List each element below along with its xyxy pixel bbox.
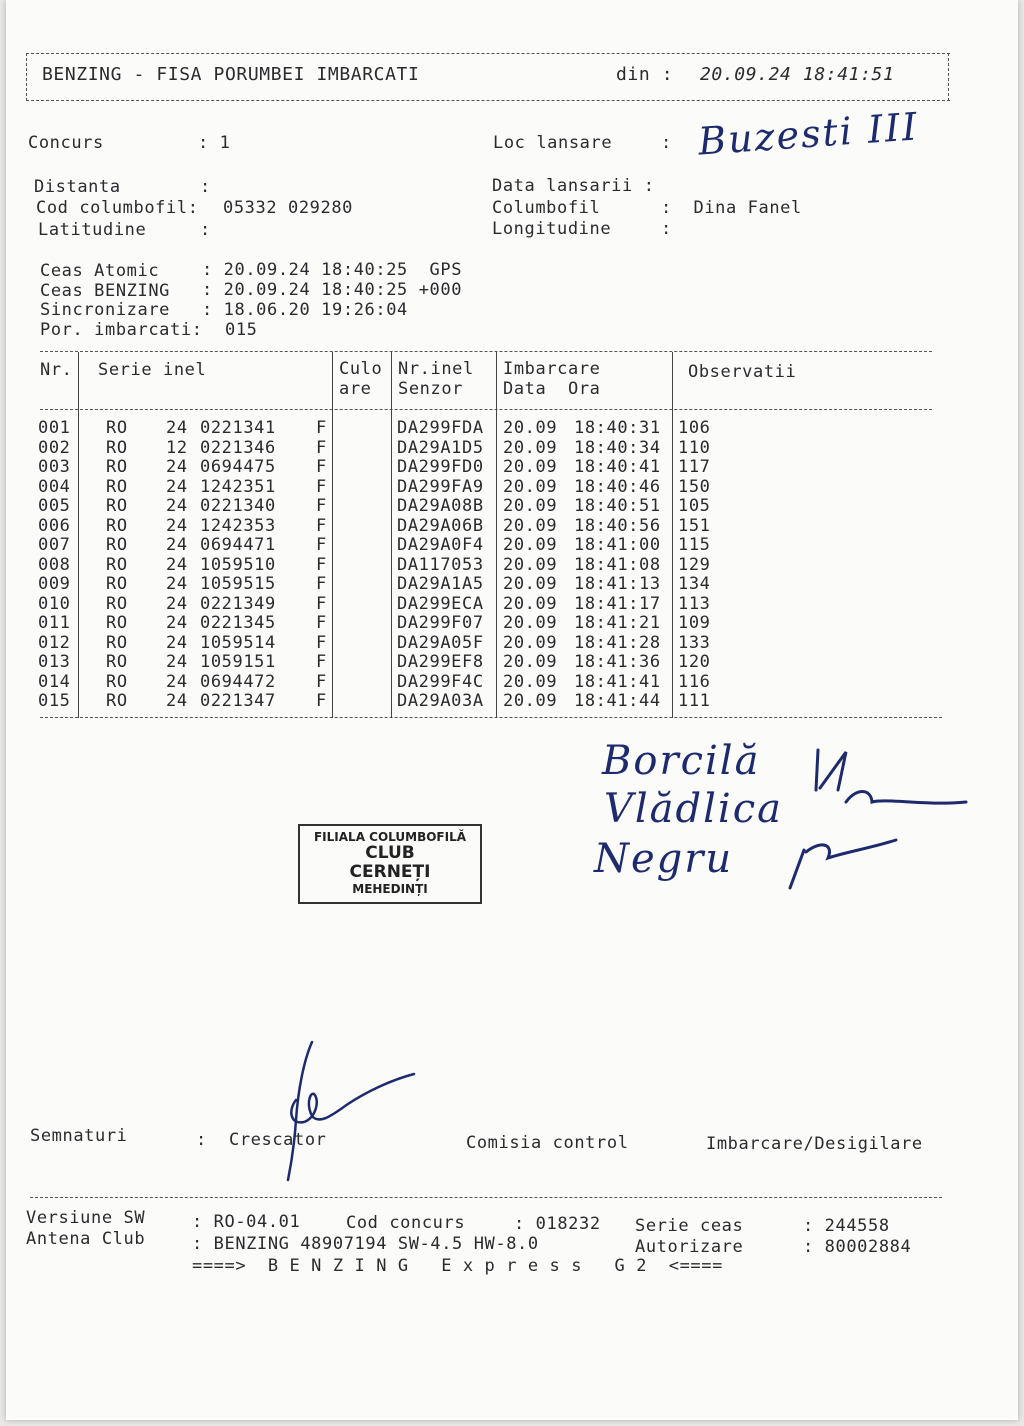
cell-nr: 010: [38, 593, 71, 614]
cell-obs: 134: [678, 574, 711, 594]
cell-obs: 117: [678, 457, 711, 477]
cell-senzor: DA29A0F4: [397, 535, 484, 555]
cell-senzor: DA299F07: [397, 613, 484, 633]
antena-club-label: Antena Club: [26, 1229, 146, 1249]
columbofil-label: Columbofil: [492, 198, 601, 218]
cell-country: RO: [106, 574, 128, 594]
distanta-label: Distanta: [34, 177, 121, 197]
semnaturi-colon: :: [196, 1130, 207, 1150]
cell-obs: 109: [678, 613, 711, 633]
serie-ceas-label: Serie ceas: [635, 1216, 744, 1236]
header-senzor-1: Nr.inel: [398, 359, 474, 379]
cell-year: 24: [166, 554, 188, 575]
date-value: 20.09.24 18:41:51: [700, 64, 895, 85]
cell-nr: 006: [38, 515, 71, 536]
cell-data: 20.09: [503, 554, 558, 575]
columbofil-value: : Dina Fanel: [661, 198, 802, 218]
cell-obs: 111: [678, 691, 711, 711]
table-row: [6, 555, 1018, 575]
cod-concurs-label: Cod concurs: [346, 1213, 466, 1233]
cell-ora: 18:40:51: [574, 496, 661, 516]
stamp-line-2: CLUB: [365, 843, 415, 863]
cell-ora: 18:40:41: [574, 457, 661, 477]
cell-ring: 0221349: [200, 593, 276, 614]
data-lansarii-label: Data lansarii :: [492, 176, 655, 196]
header-imbarcare-1: Imbarcare: [503, 359, 601, 379]
longitudine-label: Longitudine: [492, 219, 612, 239]
cod-columbofil-label: Cod columbofil:: [36, 198, 199, 218]
cell-ring: 1059151: [200, 652, 276, 672]
table-row: [6, 516, 1018, 536]
header-left-rule: [26, 53, 27, 101]
cell-country: RO: [106, 515, 128, 536]
cod-columbofil-value: 05332 029280: [223, 198, 354, 218]
cell-data: 20.09: [503, 632, 558, 653]
table-row: [6, 633, 1018, 653]
cell-year: 24: [166, 457, 188, 477]
cell-ring: 0221341: [200, 418, 276, 438]
cell-ring: 1059515: [200, 574, 276, 594]
handwritten-marks: [776, 740, 976, 890]
cell-data: 20.09: [503, 691, 558, 711]
cell-data: 20.09: [503, 515, 558, 536]
cell-ora: 18:41:44: [574, 691, 661, 711]
cell-year: 24: [166, 496, 188, 516]
ceas-atomic-value: : 20.09.24 18:40:25 GPS: [202, 260, 463, 280]
cell-nr: 014: [38, 671, 71, 692]
cell-sex: F: [316, 593, 327, 614]
cell-nr: 009: [38, 574, 71, 594]
footer-top-rule: [30, 1197, 942, 1198]
cell-sex: F: [316, 476, 327, 497]
cell-ora: 18:40:31: [574, 418, 661, 438]
cell-ring: 1059514: [200, 632, 276, 653]
cell-nr: 007: [38, 535, 71, 555]
benzing-brand-line: ====> B E N Z I N G E x p r e s s G 2 <====: [192, 1256, 723, 1276]
cell-senzor: DA299FA9: [397, 476, 484, 497]
table-row: [6, 691, 1018, 711]
cell-ring: 0694472: [200, 671, 276, 692]
cell-senzor: DA299F4C: [397, 671, 484, 692]
table-row: [6, 418, 1018, 438]
serie-ceas-value: : 244558: [803, 1216, 890, 1236]
cell-ora: 18:41:41: [574, 671, 661, 692]
table-row: [6, 652, 1018, 672]
cell-sex: F: [316, 496, 327, 516]
cell-nr: 013: [38, 652, 71, 672]
cell-nr: 001: [38, 418, 71, 438]
cell-obs: 133: [678, 632, 711, 653]
cell-nr: 015: [38, 691, 71, 711]
cell-ora: 18:41:00: [574, 535, 661, 555]
cell-nr: 003: [38, 457, 71, 477]
cell-sex: F: [316, 515, 327, 536]
header-observatii: Observatii: [688, 362, 797, 382]
cell-year: 24: [166, 535, 188, 555]
cell-data: 20.09: [503, 593, 558, 614]
cell-nr: 005: [38, 496, 71, 516]
table-row: [6, 574, 1018, 594]
concurs-label: Concurs: [28, 133, 104, 153]
cell-ring: 1242353: [200, 515, 276, 536]
cell-ring: 1059510: [200, 554, 276, 575]
stamp-line-3: CERNEȚI: [349, 862, 431, 882]
autorizare-label: Autorizare: [635, 1237, 744, 1257]
cell-ring: 0694471: [200, 535, 276, 555]
longitudine-colon: :: [661, 219, 672, 239]
cell-nr: 004: [38, 476, 71, 497]
club-stamp: [298, 824, 482, 904]
table-row: [6, 672, 1018, 692]
breeder-signature: [276, 1030, 426, 1190]
cell-ring: 0694475: [200, 457, 276, 477]
header-nr: Nr.: [40, 360, 73, 380]
cell-nr: 012: [38, 632, 71, 653]
cell-year: 24: [166, 418, 188, 438]
cell-sex: F: [316, 457, 327, 477]
table-row: [6, 438, 1018, 458]
cell-data: 20.09: [503, 535, 558, 555]
cell-obs: 105: [678, 496, 711, 516]
cell-nr: 002: [38, 437, 71, 458]
cell-senzor: DA299ECA: [397, 593, 484, 614]
stamp-line-1: FILIALA COLUMBOFILĂ: [313, 830, 467, 844]
imbarcare-desigilare-label: Imbarcare/Desigilare: [706, 1134, 923, 1154]
porumbei-imbarcati-label: Por. imbarcati:: [40, 320, 203, 340]
header-bottom-rule: [26, 100, 950, 101]
table-row: [6, 594, 1018, 614]
cell-ora: 18:41:36: [574, 652, 661, 672]
document-title: BENZING - FISA PORUMBEI IMBARCATI: [42, 64, 420, 85]
cell-ring: 1242351: [200, 476, 276, 497]
cell-sex: F: [316, 437, 327, 458]
cell-obs: 115: [678, 535, 711, 555]
cell-year: 24: [166, 476, 188, 497]
table-top-rule: [40, 351, 932, 352]
cell-ora: 18:40:46: [574, 476, 661, 497]
cell-data: 20.09: [503, 574, 558, 594]
cell-sex: F: [316, 671, 327, 692]
concurs-value: : 1: [198, 133, 231, 153]
cell-country: RO: [106, 476, 128, 497]
table-row: [6, 477, 1018, 497]
loc-lansare-colon: :: [661, 133, 672, 153]
cell-data: 20.09: [503, 671, 558, 692]
cell-country: RO: [106, 496, 128, 516]
stamp-line-4: MEHEDINȚI: [352, 882, 428, 896]
latitudine-colon: :: [200, 220, 211, 240]
cell-nr: 011: [38, 613, 71, 633]
semnaturi-label: Semnaturi: [30, 1126, 128, 1146]
comisia-control-label: Comisia control: [466, 1133, 629, 1153]
cell-senzor: DA29A03A: [397, 691, 484, 711]
cell-year: 24: [166, 613, 188, 633]
cell-ora: 18:41:21: [574, 613, 661, 633]
cell-sex: F: [316, 418, 327, 438]
cell-ring: 0221346: [200, 437, 276, 458]
cell-ora: 18:40:34: [574, 437, 661, 458]
cod-concurs-value: : 018232: [514, 1214, 601, 1234]
cell-country: RO: [106, 671, 128, 692]
header-imbarcare-2: Data Ora: [503, 379, 601, 399]
header-senzor-2: Senzor: [398, 379, 464, 399]
cell-senzor: DA299FD0: [397, 457, 484, 477]
cell-obs: 120: [678, 652, 711, 672]
header-top-rule: [26, 53, 950, 54]
cell-ora: 18:41:17: [574, 593, 661, 614]
cell-ora: 18:40:56: [574, 515, 661, 536]
cell-sex: F: [316, 535, 327, 555]
sincronizare-value: : 18.06.20 19:26:04: [202, 300, 408, 320]
cell-senzor: DA29A1A5: [397, 574, 484, 594]
table-bottom-rule: [40, 717, 942, 718]
cell-year: 24: [166, 691, 188, 711]
porumbei-imbarcati-value: 015: [225, 320, 258, 340]
cell-data: 20.09: [503, 613, 558, 633]
cell-obs: 106: [678, 418, 711, 438]
cell-ring: 0221347: [200, 691, 276, 711]
table-row: [6, 535, 1018, 555]
date-label: din :: [616, 64, 674, 85]
ceas-benzing-value: : 20.09.24 18:40:25 +000: [202, 280, 463, 300]
cell-ring: 0221345: [200, 613, 276, 633]
table-row: [6, 613, 1018, 633]
cell-country: RO: [106, 418, 128, 438]
cell-country: RO: [106, 593, 128, 614]
receipt-paper: [6, 0, 1018, 1420]
header-right-rule: [948, 53, 949, 101]
cell-sex: F: [316, 691, 327, 711]
handwritten-note-2: Vlădlica: [604, 786, 783, 832]
cell-data: 20.09: [503, 476, 558, 497]
ceas-atomic-label: Ceas Atomic: [40, 261, 160, 281]
cell-data: 20.09: [503, 496, 558, 516]
table-header-rule: [40, 409, 932, 410]
cell-obs: 110: [678, 437, 711, 458]
cell-country: RO: [106, 535, 128, 555]
cell-year: 12: [166, 437, 188, 458]
cell-senzor: DA299EF8: [397, 652, 484, 672]
table-row: [6, 457, 1018, 477]
cell-nr: 008: [38, 554, 71, 575]
cell-senzor: DA29A1D5: [397, 437, 484, 458]
header-culoare-1: Culo: [339, 359, 383, 379]
cell-data: 20.09: [503, 652, 558, 672]
cell-sex: F: [316, 554, 327, 575]
cell-senzor: DA29A06B: [397, 515, 484, 536]
versiune-sw-value: : RO-04.01: [192, 1212, 301, 1232]
cell-country: RO: [106, 457, 128, 477]
cell-obs: 113: [678, 593, 711, 614]
loc-lansare-label: Loc lansare: [493, 133, 613, 153]
antena-club-value: : BENZING 48907194 SW-4.5 HW-8.0: [192, 1234, 539, 1254]
cell-sex: F: [316, 574, 327, 594]
cell-ora: 18:41:13: [574, 574, 661, 594]
cell-country: RO: [106, 632, 128, 653]
cell-year: 24: [166, 515, 188, 536]
cell-obs: 151: [678, 515, 711, 536]
latitudine-label: Latitudine: [38, 220, 147, 240]
cell-country: RO: [106, 691, 128, 711]
distanta-colon: :: [200, 177, 211, 197]
cell-year: 24: [166, 652, 188, 672]
handwritten-note-1: Borcilă: [602, 738, 761, 784]
cell-sex: F: [316, 632, 327, 653]
autorizare-value: : 80002884: [803, 1237, 912, 1257]
cell-data: 20.09: [503, 437, 558, 458]
sincronizare-label: Sincronizare: [40, 300, 171, 320]
cell-country: RO: [106, 613, 128, 633]
table-row: [6, 496, 1018, 516]
cell-senzor: DA117053: [397, 554, 484, 575]
handwritten-note-3: Negru: [594, 836, 734, 882]
cell-year: 24: [166, 574, 188, 594]
cell-sex: F: [316, 613, 327, 633]
cell-year: 24: [166, 632, 188, 653]
header-serie-inel: Serie inel: [98, 360, 207, 380]
cell-year: 24: [166, 593, 188, 614]
cell-senzor: DA29A05F: [397, 632, 484, 653]
ceas-benzing-label: Ceas BENZING: [40, 281, 171, 301]
cell-country: RO: [106, 437, 128, 458]
cell-senzor: DA299FDA: [397, 418, 484, 438]
header-culoare-2: are: [339, 379, 372, 399]
cell-ring: 0221340: [200, 496, 276, 516]
cell-obs: 150: [678, 476, 711, 497]
cell-obs: 116: [678, 671, 711, 692]
cell-year: 24: [166, 671, 188, 692]
cell-country: RO: [106, 652, 128, 672]
crescator-label: Crescator: [229, 1130, 327, 1150]
cell-data: 20.09: [503, 457, 558, 477]
cell-sex: F: [316, 652, 327, 672]
cell-senzor: DA29A08B: [397, 496, 484, 516]
cell-ora: 18:41:28: [574, 632, 661, 653]
cell-country: RO: [106, 554, 128, 575]
versiune-sw-label: Versiune SW: [26, 1208, 146, 1228]
cell-data: 20.09: [503, 418, 558, 438]
cell-ora: 18:41:08: [574, 554, 661, 575]
loc-lansare-handwritten: Buzesti III: [696, 104, 921, 164]
cell-obs: 129: [678, 554, 711, 575]
